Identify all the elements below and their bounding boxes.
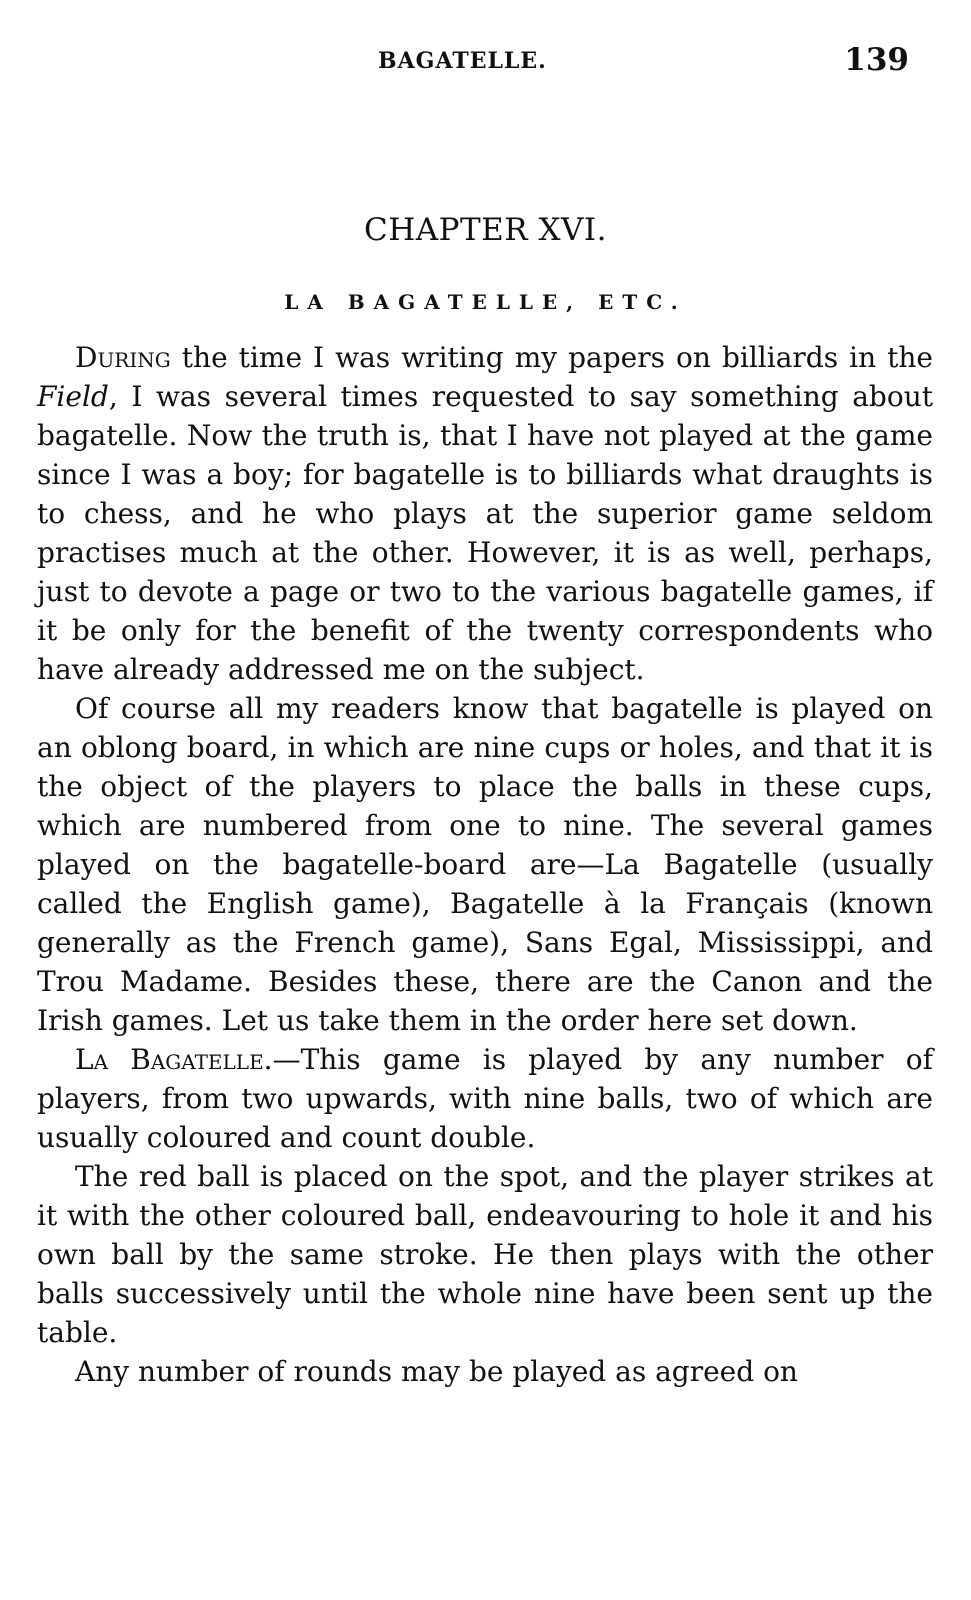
chapter-title: CHAPTER XVI.	[363, 212, 608, 248]
body-text	[37, 338, 933, 1391]
paragraph-text: , I was several times requested to say something about bagatelle. Now the truth is, that I have not played at the game since I was a boy; for bagatelle is to billiards what draughts is to chess, and he who plays at the superior game seldom practises much at the other. However, it is as well, perhaps, just to devote a page or two to the various bagatelle games, if it be only for the benefit of the twenty correspondents who have already addressed me on the subject.	[37, 380, 933, 686]
running-head	[0, 42, 971, 82]
paragraph-5: Any number of rounds may be played as agreed on	[75, 1355, 798, 1388]
paragraph-text: —This game is played by any number of players, from two upwards, with nine balls, two of which are usually coloured and count double.	[37, 1043, 933, 1154]
paragraph-1	[37, 338, 933, 689]
paragraph-4: The red ball is placed on the spot, and the player strikes at it with the other coloured ball, endeavouring to hole it and his own ball by the same stroke. He then plays with the other balls successively until the whole nine have been sent up the table.	[37, 1160, 933, 1349]
paragraph-3	[37, 1040, 933, 1157]
chapter-subtitle: LA BAGATELLE, ETC.	[284, 290, 687, 314]
paragraph-lead: During	[75, 341, 171, 374]
running-title: BAGATELLE.	[378, 48, 547, 74]
section-heading: La Bagatelle.	[75, 1043, 273, 1076]
paragraph-2: Of course all my readers know that bagatelle is played on an oblong board, in which are nine cups or holes, and that it is the object of the players to place the balls in these cups, which are numbered from one to nine. The several games played on the bagatelle-board are—La Bagatelle (usually called the English game), Bagatelle à la Français (known generally as the French game), Sans Egal, Mississippi, and Trou Madame. Besides these, there are the Canon and the Irish games. Let us take them in the order here set down.	[37, 692, 933, 1037]
italic-title: Field	[37, 380, 109, 413]
page-number: 139	[844, 42, 909, 78]
paragraph-text: the time I was writing my papers on billiards in the	[170, 341, 933, 374]
